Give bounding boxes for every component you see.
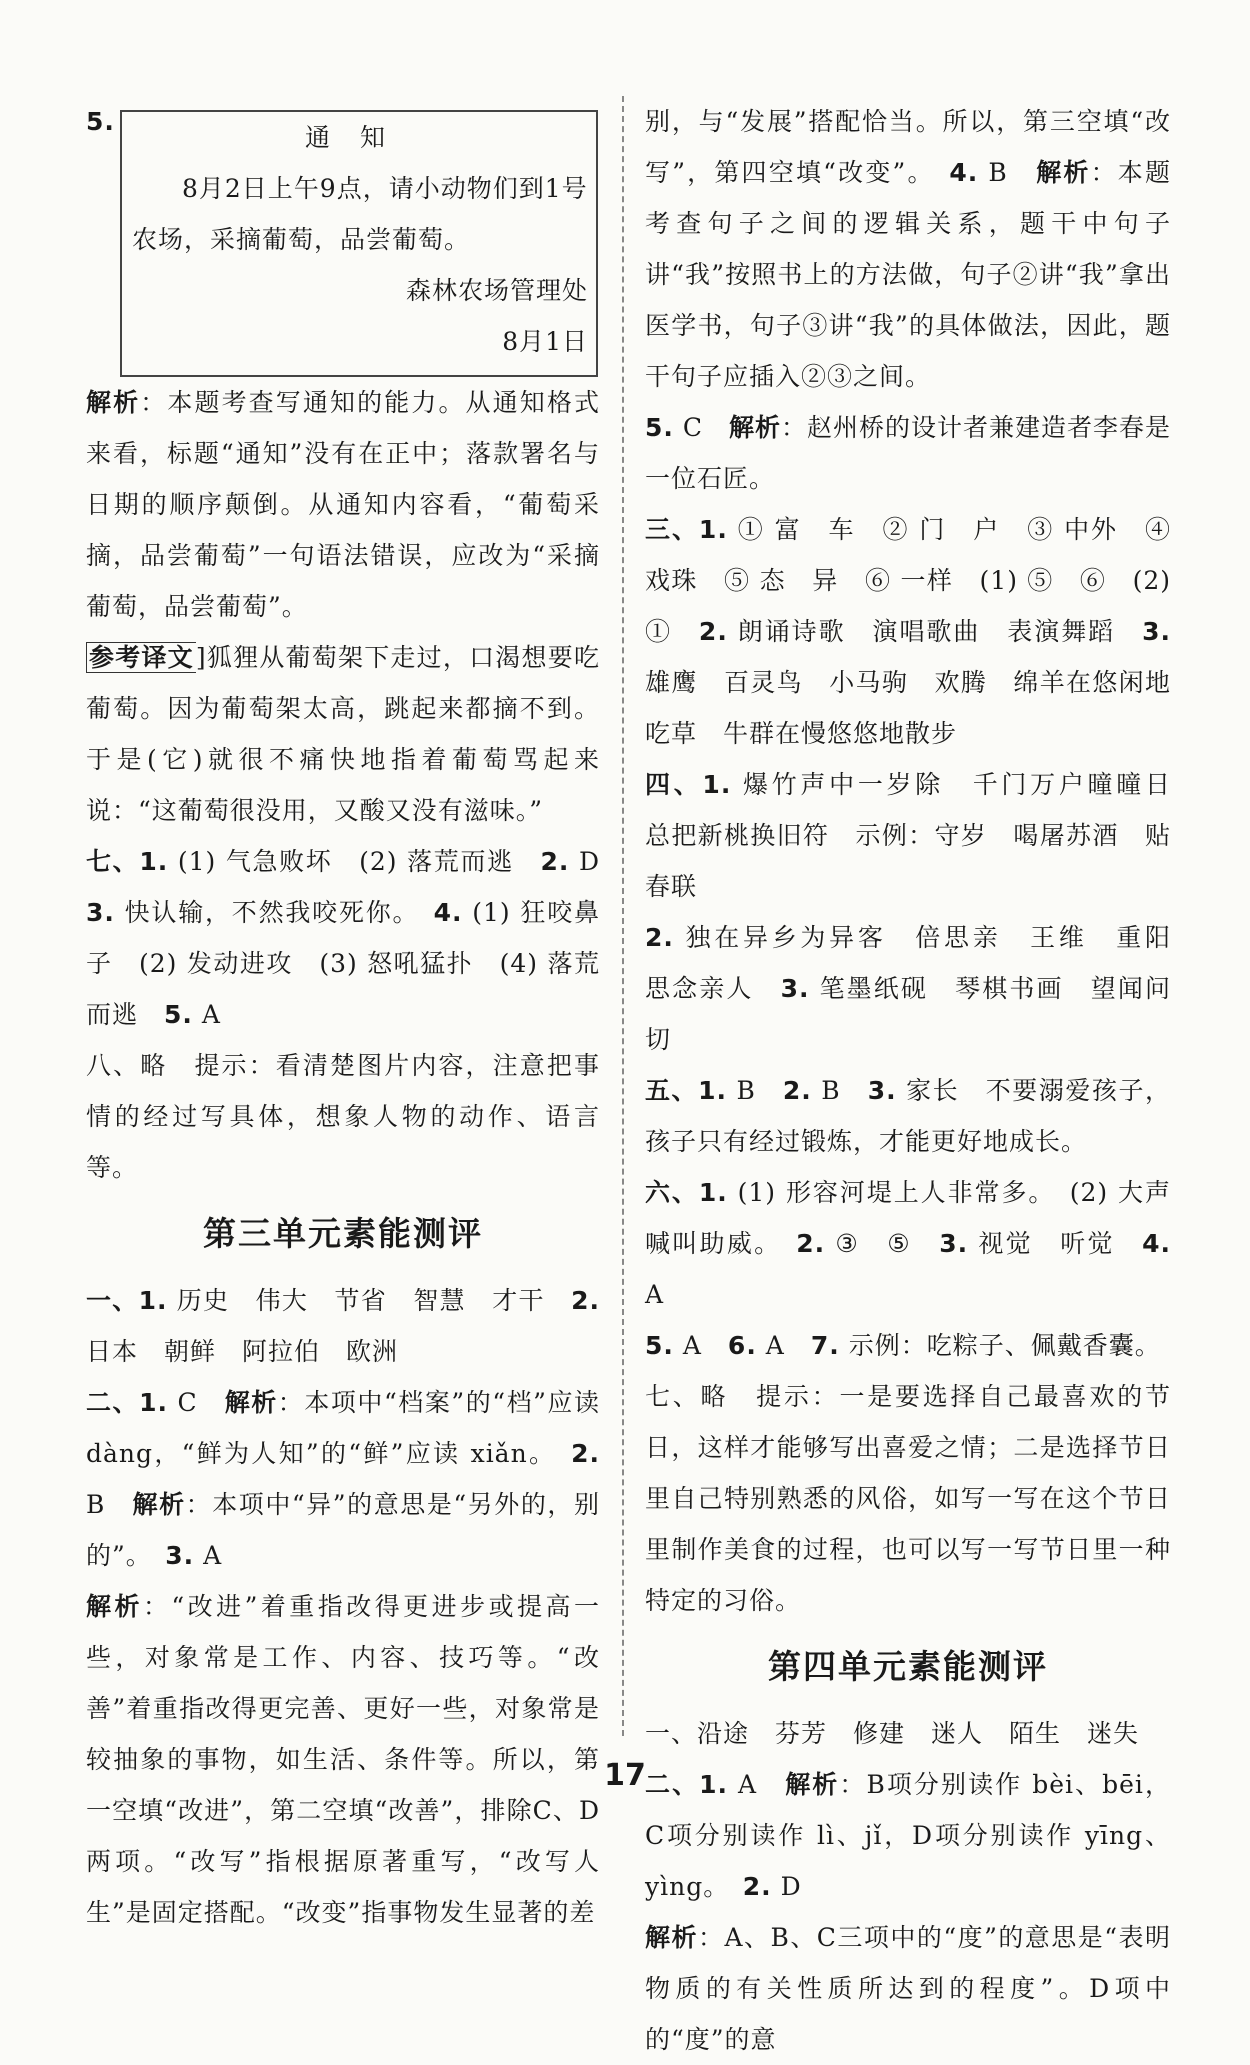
question-number: 5. (86, 107, 115, 136)
text-run: 解析 (86, 388, 141, 417)
text-run: 二、1. (86, 1388, 168, 1417)
text-run: 独在异乡为异客 倍思亲 王维 重阳 思念亲人 (645, 923, 1198, 1003)
text-run: 2. (782, 1076, 812, 1105)
section-4-answers (645, 759, 1198, 912)
text-run: 4. (433, 898, 463, 927)
text-run: 3. (86, 898, 115, 927)
text-run: 解析 (86, 1592, 143, 1621)
unit3-section-1 (86, 1275, 600, 1377)
text-run: 2. (571, 1286, 600, 1315)
text-run: 视觉 听觉 (968, 1229, 1143, 1258)
section-8-answers: 八、略 提示：看清楚图片内容，注意把事情的经过写具体，想象人物的动作、语言等。 (86, 1051, 600, 1182)
text-run: C (673, 413, 729, 442)
text-run: 3. (165, 1541, 195, 1570)
text-run: 示例：吃粽子、佩戴香囊。 (839, 1331, 1161, 1360)
text-run: 朗诵诗歌 演唱歌曲 表演舞蹈 (727, 617, 1143, 646)
text-run: D (771, 1872, 802, 1901)
text-run: A (756, 1331, 811, 1360)
notice-box (120, 110, 598, 377)
text-run: 解析 (1036, 158, 1091, 187)
notice-body: 8月2日上午9点，请小动物们到1号农场，采摘葡萄，品尝葡萄。 (132, 174, 588, 254)
text-run: B (726, 1076, 783, 1105)
text-run: 7. (810, 1331, 840, 1360)
text-run: B (978, 158, 1037, 187)
unit4-analysis (645, 1912, 1171, 2065)
column-divider (622, 96, 624, 1736)
continued-analysis (645, 96, 1171, 402)
text-run: ③ ⑤ (825, 1229, 940, 1258)
text-run: 2. (698, 617, 728, 646)
question-5-answer (645, 402, 1171, 504)
text-run: 解析 (785, 1770, 840, 1799)
text-run: (1) 狂咬鼻子 (2) 发动进攻 (3) 怒吼猛扑 (4) 落荒而逃 (86, 898, 600, 1029)
text-run: 5. (164, 1000, 193, 1029)
text-run: B (811, 1076, 868, 1105)
text-run: 5. (645, 1331, 674, 1360)
text-run: 快认输，不然我咬死你。 (114, 898, 434, 927)
text-run: 3. (1142, 617, 1171, 646)
text-run: 3. (780, 974, 810, 1003)
text-run: 2. (796, 1229, 826, 1258)
text-run: 2. (571, 1439, 600, 1468)
text-run: 2. (540, 847, 570, 876)
text-run: ：赵州桥的设计者兼建造者李春是一位石匠。 (645, 413, 1172, 493)
text-run: 二、1. (645, 1770, 729, 1799)
text-run: 五、1. (645, 1076, 727, 1105)
text-run: ：本项中“档案”的“档”应读 dàng，“鲜为人知”的“鲜”应读 xiǎn。 (86, 1388, 600, 1468)
text-run: A (645, 1280, 691, 1309)
section-7-answers (86, 836, 627, 1040)
analysis-paragraph (86, 377, 600, 632)
text-run: 三、1. (645, 515, 728, 544)
text-run: ：“改进”着重指改得更进步或提高一些，对象常是工作、内容、技巧等。“改善”着重指改得更完善、更好一些，对象常是较抽象的事物，如生活、条件等。所以，第一空填“改进”，第二空填“改善”，排除C、D两项。“改写”指根据原著重写，“改写人生”是固定搭配。“改变”指事物发生显著的差 (86, 1592, 600, 1927)
text-run: ：本题考查句子之间的逻辑关系，题干中句子讲“我”按照书上的方法做，句子②讲“我”拿出医学书，句子③讲“我”的具体做法，因此，题干句子应插入②③之间。 (645, 158, 1171, 391)
text-run: 3. (867, 1076, 897, 1105)
unit4-section-1: 一、沿途 芬芳 修建 迷人 陌生 迷失 (645, 1719, 1140, 1748)
text-run: 六、1. (645, 1178, 728, 1207)
text-run: 雄鹰 百灵鸟 小马驹 欢腾 绵羊在悠闲地吃草 牛群在慢悠悠地散步 (645, 668, 1171, 748)
text-run: B (86, 1490, 133, 1519)
text-run: 解析 (645, 1923, 698, 1952)
section-3-answers (645, 504, 1171, 759)
text-run: A (728, 1770, 786, 1799)
text-run: C (167, 1388, 225, 1417)
text-run: ：B项分别读作 bèi、bēi，C项分别读作 lì、jǐ，D项分别读作 yīng、yìng。 (645, 1770, 1171, 1901)
text-run: 家长 不要溺爱孩子，孩子只有经过锻炼，才能更好地成长。 (645, 1076, 1171, 1156)
text-run: 参考译文 (86, 642, 196, 673)
text-run: ：本题考查写通知的能力。从通知格式来看，标题“通知”没有在正中；落款署名与日期的顺序颠倒。从通知内容看，“葡萄采摘，品尝葡萄”一句语法错误，应改为“采摘葡萄，品尝葡萄”。 (86, 388, 600, 621)
text-run: 2. (645, 923, 674, 952)
notice-signature: 森林农场管理处 (405, 276, 588, 305)
text-run: 3. (939, 1229, 969, 1258)
text-run: 6. (727, 1331, 757, 1360)
question-5 (86, 96, 600, 377)
unit3-section-2 (86, 1377, 600, 1581)
notice-date: 8月1日 (502, 327, 588, 356)
text-run: A (192, 1000, 221, 1029)
page-number: 17 (604, 1758, 646, 1793)
unit-3-title: 第三单元素能测评 (203, 1214, 483, 1253)
reference-translation: 参考译文]狐狸从葡萄架下走过，口渴想要吃葡萄。因为葡萄架太高，跳起来都摘不到。于是(它)就很不痛快地指着葡萄骂起来说：“这葡萄很没用，又酸又没有滋味。” (86, 643, 600, 825)
text-run: 七、1. (86, 847, 169, 876)
text-run: A (673, 1331, 728, 1360)
text-run: 别，与“发展”搭配恰当。所以，第三空填“改写”，第四空填“改变”。 (645, 107, 1171, 187)
text-run: 日本 朝鲜 阿拉伯 欧洲 (86, 1337, 399, 1366)
text-run: 四、1. (645, 770, 732, 799)
text-run: 解析 (728, 413, 781, 442)
section-6-answers (645, 1167, 1171, 1320)
text-run: 2. (742, 1872, 772, 1901)
text-run: (1) 气急败坏 (2) 落荒而逃 (168, 847, 541, 876)
text-run: 4. (1142, 1229, 1171, 1258)
section-6-answers-cont (645, 1320, 1171, 1371)
text-run: A (194, 1541, 223, 1570)
text-run: ① 富 车 ② 门 户 ③ 中外 ④ 戏珠 ⑤ 态 异 ⑥ 一样 (1) ⑤ ⑥ (2) ① (645, 515, 1171, 646)
text-run: 笔墨纸砚 琴棋书画 望闻问切 (645, 974, 1171, 1054)
text-run: 解析 (132, 1490, 186, 1519)
unit-4-title: 第四单元素能测评 (768, 1647, 1048, 1686)
text-run: 狐狸从葡萄架下走过，口渴想要吃葡萄。因为葡萄架太高，跳起来都摘不到。于是(它)就很不痛快地指着葡萄骂起来说：“这葡萄很没用，又酸又没有滋味。” (86, 643, 600, 825)
section-5-answers (645, 1065, 1171, 1167)
text-run: ：本项中“异”的意思是“另外的，别的”。 (86, 1490, 600, 1570)
text-run: 解析 (224, 1388, 278, 1417)
notice-title: 通知 (304, 123, 415, 152)
text-run: ：A、B、C三项中的“度”的意思是“表明物质的有关性质所达到的程度”。D项中的“度”的意 (645, 1923, 1171, 2054)
text-run: 历史 伟大 节省 智慧 才干 (167, 1286, 572, 1315)
text-run: 5. (645, 413, 674, 442)
text-run: 4. (949, 158, 979, 187)
section-4-answers-cont (645, 912, 1198, 1065)
text-run: D (569, 847, 627, 876)
text-run: 爆竹声中一岁除 千门万户曈曈日 总把新桃换旧符 示例：守岁 喝屠苏酒 贴春联 (645, 770, 1198, 901)
section-7-answers: 七、略 提示：一是要选择自己最喜欢的节日，这样才能够写出喜爱之情；二是选择节日里自己特别熟悉的风俗，如写一写在这个节日里制作美食的过程，也可以写一写节日里一种特定的习俗。 (645, 1382, 1171, 1615)
text-run: 一、1. (86, 1286, 168, 1315)
text-run: (1) 形容河堤上人非常多。 (2) 大声喊叫助威。 (645, 1178, 1171, 1258)
